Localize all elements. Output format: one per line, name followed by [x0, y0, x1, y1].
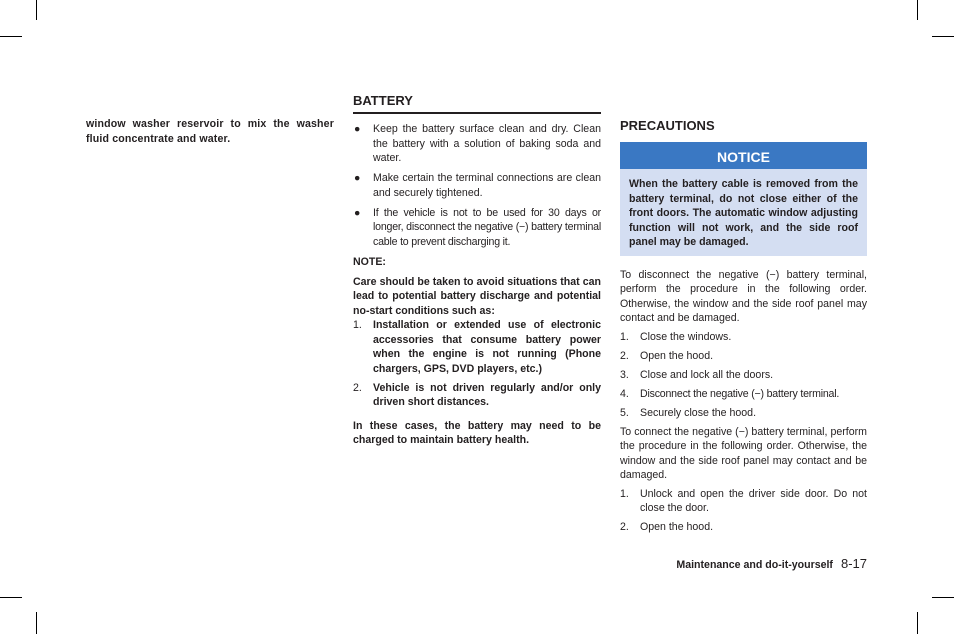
connect-intro: To connect the negative (−) battery terminal, perform the procedure in the following order. Otherwise, the window and the side roof panel may contact and be damaged.: [620, 425, 867, 481]
step-number: 2.: [620, 521, 629, 533]
step-text: Close the windows.: [640, 330, 732, 343]
precautions-heading: PRECAUTIONS: [620, 118, 715, 133]
step-text: Unlock and open the driver side door. Do not close the door.: [640, 487, 867, 514]
bullet-text: Keep the battery surface clean and dry. Clean the battery with a solution of baking soda and water.: [373, 123, 601, 164]
note-intro: Care should be taken to avoid situations that can lead to potential battery discharge and potential no-start conditions such as:: [353, 275, 601, 317]
item-text: Vehicle is not driven regularly and/or only driven short distances.: [373, 381, 601, 408]
bullet-icon: ●: [354, 172, 361, 184]
battery-section: [353, 93, 601, 448]
continued-paragraph: window washer reservoir to mix the washer fluid concentrate and water.: [86, 118, 334, 145]
list-item: [353, 206, 601, 250]
list-item: [620, 349, 867, 364]
step-text: Disconnect the negative (−) battery terminal.: [640, 387, 840, 400]
note-label: NOTE:: [353, 256, 386, 268]
list-item: [620, 330, 867, 345]
battery-heading: BATTERY: [353, 93, 601, 114]
list-item: [620, 368, 867, 383]
precautions-section: [620, 118, 867, 539]
bullet-icon: ●: [354, 123, 361, 135]
item-number: 2.: [353, 381, 362, 394]
list-item: [620, 520, 867, 535]
step-text: Securely close the hood.: [640, 406, 757, 419]
bullet-icon: ●: [354, 206, 361, 219]
page-number: 8-17: [840, 556, 867, 571]
step-number: 3.: [620, 368, 629, 381]
crop-mark: [36, 612, 37, 634]
crop-mark: [932, 36, 954, 37]
disconnect-intro: To disconnect the negative (−) battery terminal, perform the procedure in the following order. Otherwise, the window and the side roof panel may contact and be damaged.: [620, 268, 867, 324]
item-text: Installation or extended use of electronic accessories that consume battery power when the engine is not running (Phone chargers, GPS, DVD players, etc.): [373, 319, 601, 375]
list-item: [353, 122, 601, 166]
crop-mark: [36, 0, 37, 20]
column-left: [86, 117, 334, 146]
step-text: Open the hood.: [640, 521, 714, 533]
list-item: [620, 387, 867, 402]
item-number: 1.: [353, 319, 362, 331]
crop-mark: [917, 0, 918, 20]
notice-text: When the battery cable is removed from the battery terminal, do not close either of the front doors. The automatic window adjusting function will not work, and the side roof panel may be damaged.: [620, 169, 867, 256]
step-number: 2.: [620, 349, 629, 362]
note-outro: In these cases, the battery may need to be charged to maintain battery health.: [353, 419, 601, 446]
step-text: Close and lock all the doors.: [640, 368, 774, 381]
step-number: 1.: [620, 487, 629, 500]
crop-mark: [0, 597, 22, 598]
bullet-text: Make certain the terminal connections are clean and securely tightened.: [373, 172, 601, 199]
crop-mark: [0, 36, 22, 37]
list-item: [620, 487, 867, 516]
list-item: [353, 171, 601, 200]
list-item: [620, 406, 867, 421]
step-number: 1.: [620, 330, 629, 343]
step-number: 5.: [620, 406, 629, 419]
page-footer: [676, 557, 867, 573]
step-number: 4.: [620, 387, 629, 400]
step-text: Open the hood.: [640, 349, 714, 362]
crop-mark: [917, 612, 918, 634]
crop-mark: [932, 597, 954, 598]
bullet-text: If the vehicle is not to be used for 30 days or longer, disconnect the negative (−) battery terminal cable to prevent discharging it.: [373, 206, 601, 248]
notice-title: NOTICE: [620, 142, 867, 169]
list-item: [353, 381, 601, 410]
footer-section-label: Maintenance and do-it-yourself: [676, 559, 833, 571]
list-item: [353, 318, 601, 376]
